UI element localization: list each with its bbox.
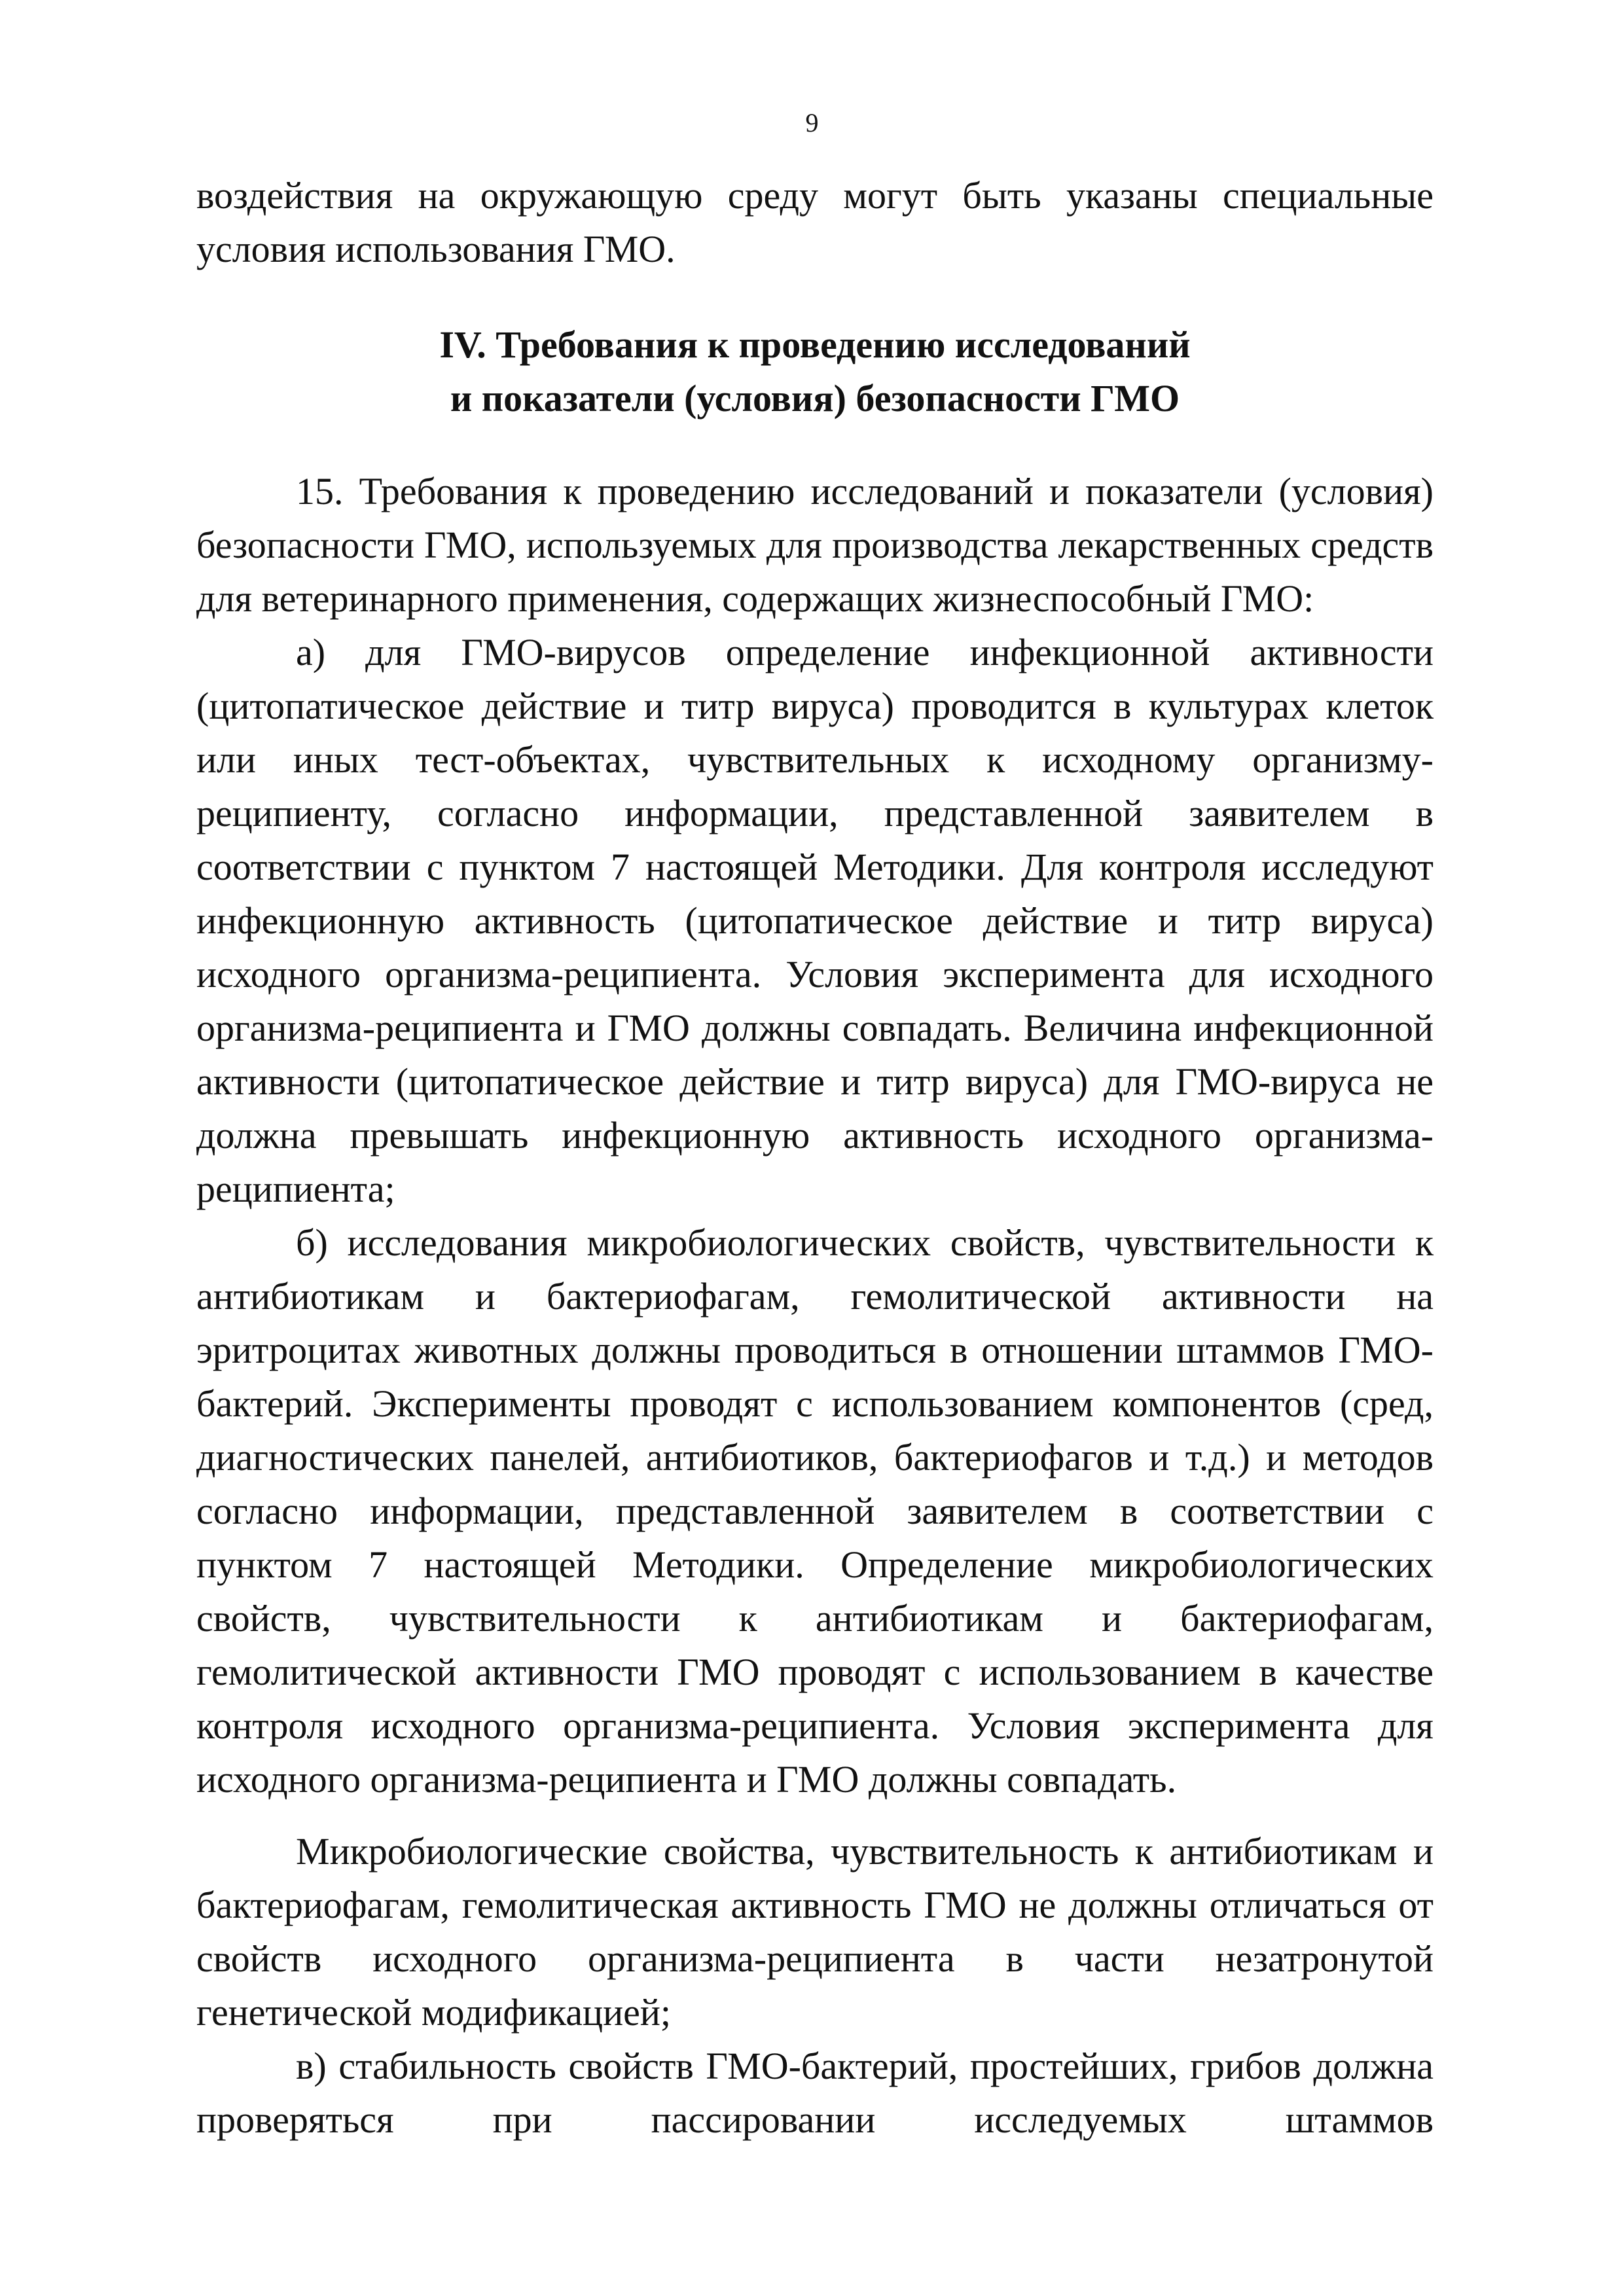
- section-heading-line-1: IV. Требования к проведению исследований: [439, 323, 1191, 366]
- paragraph-a: а) для ГМО-вирусов определение инфекционной активности (цитопатическое действие и титр вируса) проводится в культурах клеток или иных тест-объектах, чувствительных к исходному организму-реципиенту, согласно информации, представленной заявителем в соответствии с пунктом 7 настоящей Методики. Для контроля исследуют инфекционную активность (цитопатическое действие и титр вируса) исходного организма-реципиента. Условия эксперимента для исходного организма-реципиента и ГМО должны совпадать. Величина инфекционной активности (цитопатическое действие и титр вируса) для ГМО-вируса не должна превышать инфекционную активность исходного организма-реципиента;: [196, 631, 1434, 1210]
- section-heading-line-2: и показатели (условия) безопасности ГМО: [450, 377, 1180, 420]
- section-heading: [196, 318, 1434, 425]
- intro-text-block: [196, 169, 1434, 276]
- page-number: 9: [805, 108, 819, 137]
- paragraph-v: в) стабильность свойств ГМО-бактерий, простейших, грибов должна проверяться при пассировании исследуемых штаммов: [196, 2045, 1434, 2141]
- paragraph-15: 15. Требования к проведению исследований и показатели (условия) безопасности ГМО, используемых для производства лекарственных средств для ветеринарного применения, содержащих жизнеспособный ГМО:: [196, 470, 1434, 620]
- paragraph-b: б) исследования микробиологических свойств, чувствительности к антибиотикам и бактериофагам, гемолитической активности на эритроцитах животных должны проводиться в отношении штаммов ГМО-бактерий. Эксперименты проводят с использованием компонентов (сред, диагностических панелей, антибиотиков, бактериофагов и т.д.) и методов согласно информации, представленной заявителем в соответствии с пунктом 7 настоящей Методики. Определение микробиологических свойств, чувствительности к антибиотикам и бактериофагам, гемолитической активности ГМО проводят с использованием в качестве контроля исходного организма-реципиента. Условия эксперимента для исходного организма-реципиента и ГМО должны совпадать.: [196, 1221, 1434, 1801]
- intro-paragraph: воздействия на окружающую среду могут быть указаны специальные условия использования ГМО.: [196, 174, 1434, 270]
- main-text-block: [196, 465, 1434, 2147]
- paragraph-microbiological: Микробиологические свойства, чувствительность к антибиотикам и бактериофагам, гемолитическая активность ГМО не должны отличаться от свойств исходного организма-реципиента в части незатронутой генетической модификацией;: [196, 1830, 1434, 2034]
